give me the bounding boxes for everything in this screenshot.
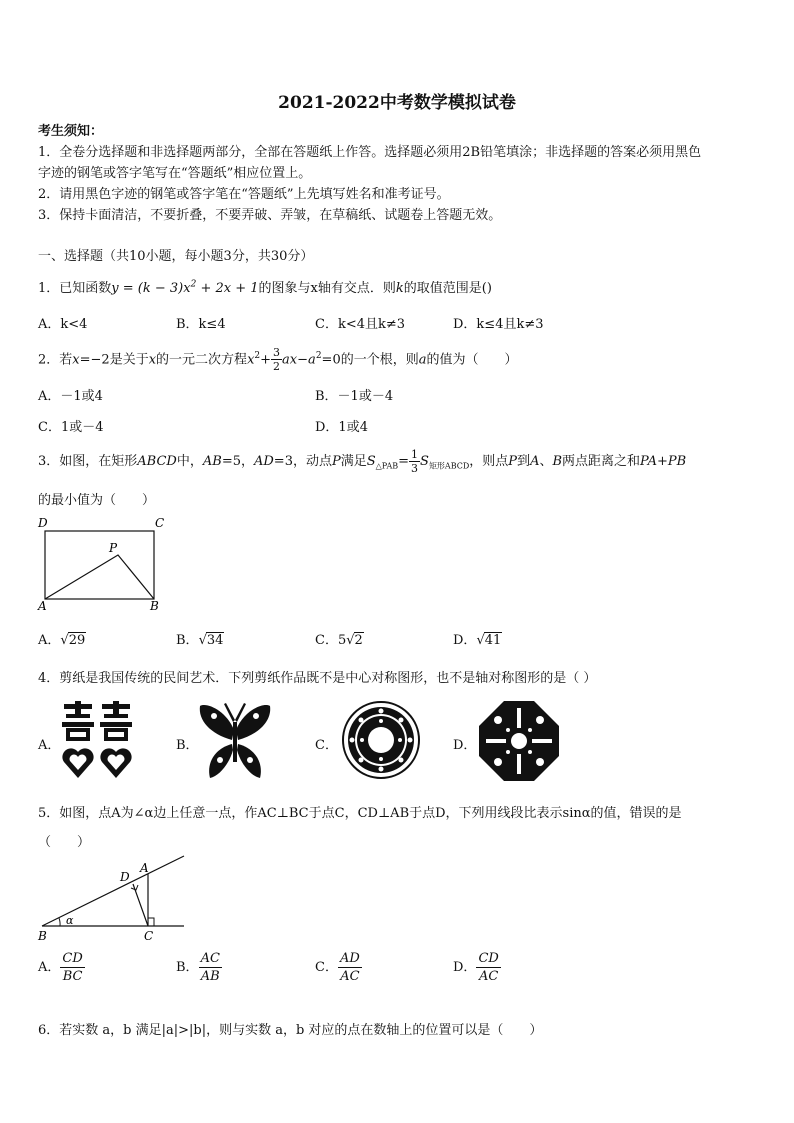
q1-formula: $y = (k - 3)x^2 + 2x + 1$ (111, 279, 259, 296)
q1-option-c[interactable]: C．k<4且k≠3 (315, 317, 406, 332)
q2-option-b[interactable]: B．－1或－4 (315, 389, 394, 404)
round-flower-papercut-icon (340, 699, 422, 781)
label-d: D (120, 870, 130, 884)
q2-option-c[interactable]: C．1或－4 (38, 420, 104, 435)
q1-option-d[interactable]: D．k≤4且k≠3 (453, 317, 544, 332)
label-p: P (109, 541, 118, 555)
q3-line-2: 的最小值为（ ） (38, 493, 156, 508)
q4-option-d[interactable]: D． (453, 738, 477, 753)
q2-option-a[interactable]: A．－1或4 (38, 389, 103, 404)
section-heading: 一、选择题（共10小题，每小题3分，共30分） (38, 249, 314, 264)
label-c: C (144, 929, 154, 943)
q3-option-d[interactable]: D．√41 (453, 633, 502, 648)
q4-option-b[interactable]: B． (176, 738, 199, 753)
notice-line-3: 2．请用黑色字迹的钢笔或答字笔在“答题纸”上先填写姓名和准考证号。 (38, 187, 450, 202)
q1-suffix2: 的取值范围是() (403, 281, 492, 296)
q1-suffix: 的图象与x轴有交点．则 (258, 281, 396, 296)
label-a: A (140, 861, 149, 875)
label-b: B (38, 929, 47, 943)
label-b: B (150, 599, 159, 612)
question-1 (38, 277, 492, 296)
question-4: 4．剪纸是我国传统的民间艺术．下列剪纸作品既不是中心对称图形，也不是轴对称图形的是（ ） (38, 671, 597, 686)
q2-option-d[interactable]: D．1或4 (315, 420, 368, 435)
rectangle-abcd-figure (36, 514, 170, 612)
notice-line-2: 字迹的钢笔或答字笔写在“答题纸”相应位置上。 (38, 166, 312, 181)
label-c: C (155, 516, 165, 530)
angle-alpha-figure (36, 854, 188, 944)
notice-line-1: 1．全卷分选择题和非选择题两部分，全部在答题纸上作答。选择题必须用2B铅笔填涂；非选择题的答案必须用黑色 (38, 145, 702, 160)
question-3: 3．如图，在矩形ABCD中，AB=5，AD=3，动点P满足$S_{\triangle PAB}=$ $\frac{1}{3}$ $S_{矩形ABCD}$，则点P到A、B两点距离之和PA+PB (38, 448, 687, 475)
question-6: 6．若实数 a，b 满足|a|>|b|，则与实数 a，b 对应的点在数轴上的位置可以是（ ） (38, 1023, 543, 1038)
q5-option-c[interactable]: C． $\frac{AD}{AC}$ (315, 951, 360, 984)
octagon-papercut-icon (476, 698, 562, 784)
label-a: A (38, 599, 47, 612)
label-d: D (38, 516, 48, 530)
q5-option-d[interactable]: D． $\frac{CD}{AC}$ (453, 951, 499, 984)
q3-option-c[interactable]: C．5√2 (315, 633, 363, 648)
q5-option-b[interactable]: B． $\frac{AC}{AB}$ (176, 951, 220, 984)
page-title: 2021-2022中考数学模拟试卷 (278, 93, 516, 113)
q4-option-a[interactable]: A． (38, 738, 61, 753)
notice-heading: 考生须知： (38, 124, 104, 139)
q1-option-b[interactable]: B．k≤4 (176, 317, 226, 332)
q1-k: k (395, 281, 404, 296)
question-5: 5．如图，点A为∠α边上任意一点，作AC⊥BC于点C，CD⊥AB于点D，下列用线段比表示sinα的值，错误的是 (38, 806, 682, 821)
double-happiness-papercut-icon (58, 700, 136, 782)
notice-line-4: 3．保持卡面清洁，不要折叠，不要弄破、弄皱，在草稿纸、试题卷上答题无效。 (38, 208, 502, 223)
q1-option-a[interactable]: A．k<4 (38, 317, 88, 332)
q3-option-a[interactable]: A．√29 (38, 633, 86, 648)
q1-prefix: 1．已知函数 (38, 281, 112, 296)
q4-option-c[interactable]: C． (315, 738, 338, 753)
q5-option-a[interactable]: A． $\frac{CD}{BC}$ (38, 951, 83, 984)
q3-option-b[interactable]: B．√34 (176, 633, 224, 648)
question-2: 2．若x=−2是关于x的一元二次方程$x^2+$ $\frac{3}{2}$ $ax-a^2=0$的一个根，则a的值为（ ） (38, 346, 518, 374)
q5-line-2: （ ） (38, 835, 91, 850)
butterfly-papercut-icon (196, 700, 274, 782)
label-alpha: α (66, 914, 74, 927)
